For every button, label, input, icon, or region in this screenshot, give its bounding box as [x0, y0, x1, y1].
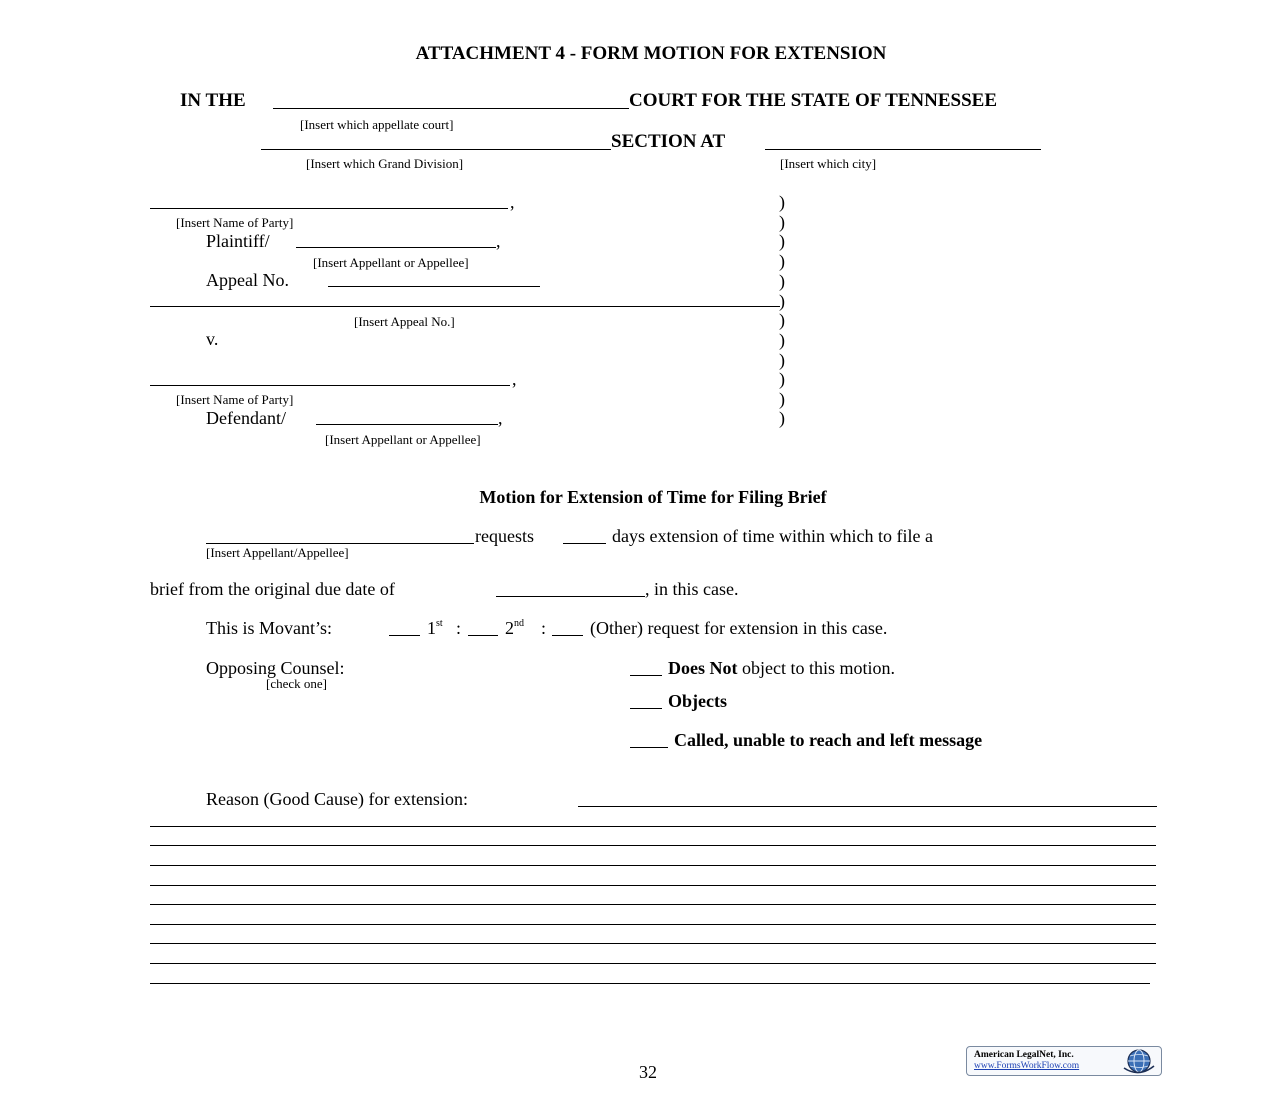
first-request-checkbox[interactable]: [389, 635, 420, 636]
colon: :: [541, 618, 547, 638]
caption-paren: ): [779, 291, 785, 311]
appeal-no-blank[interactable]: [328, 286, 540, 287]
comma: ,: [510, 192, 515, 212]
caption-paren: ): [779, 251, 785, 271]
caption-divider: [150, 306, 780, 307]
insert-city-hint: [Insert which city]: [780, 156, 877, 171]
other-request-text: (Other) request for extension in this case.: [590, 618, 888, 638]
reason-line[interactable]: [150, 904, 1156, 905]
insert-name-of-party-hint: [Insert Name of Party]: [176, 215, 294, 230]
attachment-title: ATTACHMENT 4 - FORM MOTION FOR EXTENSION: [415, 43, 887, 64]
grand-division-blank[interactable]: [261, 149, 611, 150]
in-this-case-text: , in this case.: [645, 579, 739, 599]
caption-paren: ): [779, 310, 785, 330]
movant-name-blank[interactable]: [206, 543, 474, 544]
colon: :: [456, 618, 462, 638]
reason-line[interactable]: [150, 983, 1150, 984]
reason-line[interactable]: [150, 826, 1156, 827]
defendant-role-blank[interactable]: [316, 424, 498, 425]
comma: ,: [496, 231, 501, 251]
first-label: 1st: [427, 618, 443, 638]
page-number: 32: [639, 1062, 657, 1082]
reason-line[interactable]: [150, 943, 1156, 944]
opposing-counsel-label: Opposing Counsel:: [206, 658, 345, 678]
section-at-label: SECTION AT: [611, 131, 726, 152]
defendant-name-blank[interactable]: [150, 385, 510, 386]
caption-paren: ): [779, 231, 785, 251]
caption-paren: ): [779, 192, 785, 212]
check-one-hint: [check one]: [266, 676, 327, 691]
caption-paren: ): [779, 212, 785, 232]
appellate-court-blank[interactable]: [273, 108, 629, 109]
objects-option: Objects: [668, 691, 727, 711]
reason-line[interactable]: [150, 885, 1156, 886]
appeal-no-label: Appeal No.: [206, 270, 289, 290]
second-label: 2nd: [505, 618, 524, 638]
reason-label: Reason (Good Cause) for extension:: [206, 789, 468, 809]
insert-appeal-no-hint: [Insert Appeal No.]: [354, 314, 455, 329]
insert-appellant-or-appellee-hint: [Insert Appellant or Appellee]: [313, 255, 469, 270]
insert-grand-division-hint: [Insert which Grand Division]: [306, 156, 464, 171]
versus-label: v.: [206, 329, 219, 349]
city-blank[interactable]: [765, 149, 1041, 150]
defendant-label: Defendant/: [206, 408, 286, 428]
days-extension-text: days extension of time within which to file a: [612, 526, 933, 546]
logo-url-link[interactable]: www.FormsWorkFlow.com: [974, 1061, 1080, 1071]
insert-appellant-or-appellee-hint: [Insert Appellant or Appellee]: [325, 432, 481, 447]
insert-appellant-appellee-hint: [Insert Appellant/Appellee]: [206, 545, 349, 560]
caption-paren: ): [779, 408, 785, 428]
globe-logo-icon: [1121, 1048, 1157, 1074]
reason-line[interactable]: [150, 963, 1156, 964]
reason-line[interactable]: [150, 865, 1156, 866]
other-request-checkbox[interactable]: [552, 635, 583, 636]
plaintiff-label: Plaintiff/: [206, 231, 270, 251]
movant-prefix: This is Movant’s:: [206, 618, 333, 638]
called-unable-option: Called, unable to reach and left message: [674, 730, 983, 750]
does-not-object-checkbox[interactable]: [630, 675, 662, 676]
plaintiff-role-blank[interactable]: [296, 247, 496, 248]
in-the-label: IN THE: [180, 90, 246, 111]
reason-line[interactable]: [150, 924, 1156, 925]
caption-paren: ): [779, 389, 785, 409]
insert-appellate-court-hint: [Insert which appellate court]: [300, 117, 454, 132]
reason-line[interactable]: [150, 845, 1156, 846]
plaintiff-name-blank[interactable]: [150, 208, 508, 209]
comma: ,: [512, 369, 517, 389]
insert-name-of-party-hint: [Insert Name of Party]: [176, 392, 294, 407]
objects-checkbox[interactable]: [630, 708, 662, 709]
due-date-blank[interactable]: [496, 596, 645, 597]
court-for-state-label: COURT FOR THE STATE OF TENNESSEE: [629, 90, 998, 111]
american-legalnet-logo[interactable]: [966, 1046, 1162, 1076]
called-unable-checkbox[interactable]: [630, 747, 668, 748]
motion-title: Motion for Extension of Time for Filing Brief: [479, 487, 827, 507]
does-not-object-option: Does Not object to this motion.: [668, 658, 895, 678]
comma: ,: [498, 408, 503, 428]
caption-paren: ): [779, 369, 785, 389]
days-blank[interactable]: [563, 543, 606, 544]
reason-blank[interactable]: [578, 806, 1157, 807]
second-request-checkbox[interactable]: [468, 635, 498, 636]
requests-text: requests: [475, 526, 534, 546]
caption-paren: ): [779, 271, 785, 291]
caption-paren: ): [779, 350, 785, 370]
logo-company-name: American LegalNet, Inc.: [974, 1050, 1074, 1060]
brief-from-text: brief from the original due date of: [150, 579, 395, 599]
caption-paren: ): [779, 330, 785, 350]
